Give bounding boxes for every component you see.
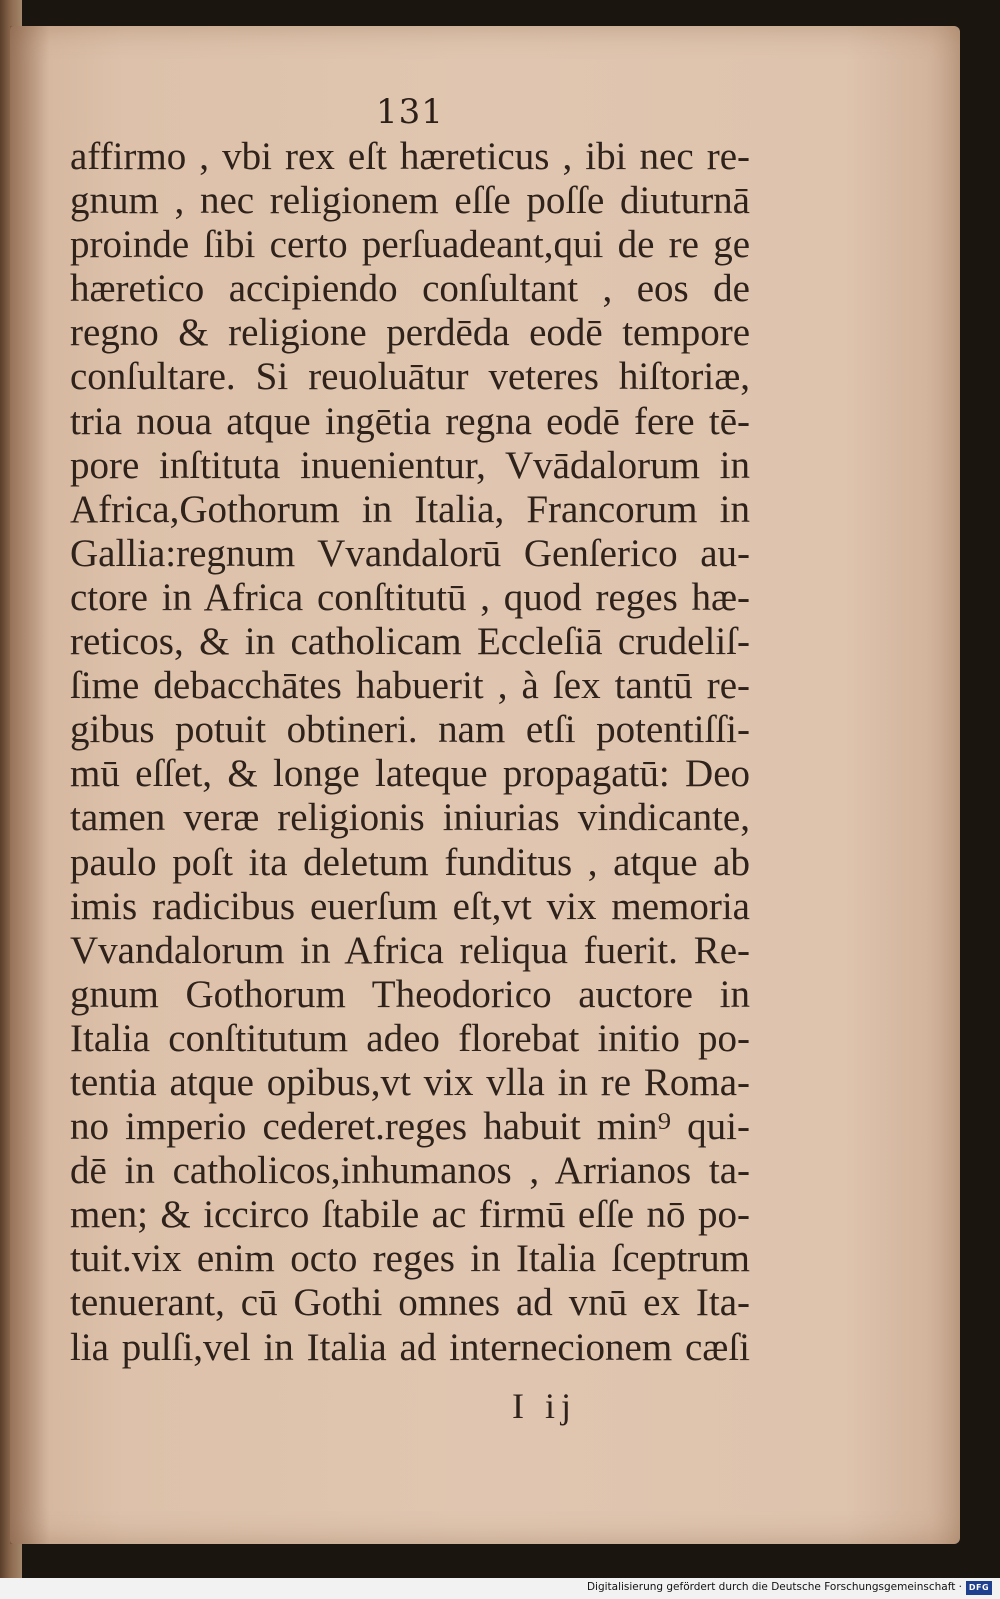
text-line: Vvandalorum in Africa reliqua fuerit. Re- [70,928,750,972]
text-line: paulo poſt ita deletum funditus , atque ab [70,840,750,884]
text-line: mū eſſet, & longe lateque propagatū: Deo [70,752,750,796]
text-line: tuit.vix enim octo reges in Italia ſceptrum [70,1237,750,1281]
text-line: ctore in Africa conſtitutū , quod reges hæ- [70,575,750,619]
text-line: tria noua atque ingētia regna eodē fere tē- [70,399,750,443]
page-gutter-shadow [10,26,50,1544]
text-line: dē in catholicos,inhumanos , Arrianos ta- [70,1149,750,1193]
text-line: hæretico accipiendo conſultant , eos de [70,267,750,311]
digitization-credit: Digitalisierung gefördert durch die Deutsche Forschungsgemeinschaft · [586,1581,962,1593]
text-line: tentia atque opibus,vt vix vlla in re Roma- [70,1060,750,1104]
text-line: lia pulſi,vel in Italia ad internecionem cæſi [70,1325,750,1369]
text-line: tenuerant, cū Gothi omnes ad vnū ex Ita- [70,1281,750,1325]
text-line: reticos, & in catholicam Eccleſiā crudeliſ- [70,620,750,664]
text-line: affirmo , vbi rex eſt hæreticus , ibi nec re- [70,135,750,178]
text-line: no imperio cederet.reges habuit min⁹ qui- [70,1105,750,1149]
text-line: Africa,Gothorum in Italia, Francorum in [70,487,750,531]
text-line: men; & iccirco ſtabile ac firmū eſſe nō po- [70,1193,750,1237]
text-line: regno & religione perdēda eodē tempore [70,311,750,355]
signature-mark: I ij [512,1386,577,1426]
page-number: 131 [376,92,444,132]
text-line: conſultare. Si reuoluātur veteres hiſtoriæ, [70,355,750,399]
dfg-logo-icon: DFG [966,1581,992,1595]
text-line: gnum Gothorum Theodorico auctore in [70,972,750,1016]
page-text-block [70,135,750,1370]
text-line: proinde ſibi certo perſuadeant,qui de re ge [70,223,750,267]
text-line: imis radicibus euerſum eſt,vt vix memoria [70,884,750,928]
text-line: gnum , nec religionem eſſe poſſe diuturnā [70,179,750,223]
text-line: pore inſtituta inuenientur, Vvādalorum in [70,443,750,487]
text-line: gibus potuit obtineri. nam etſi potentiſſi- [70,708,750,752]
text-line: Italia conſtitutum adeo florebat initio po- [70,1016,750,1060]
text-line: ſime debacchātes habuerit , à ſex tantū re- [70,664,750,708]
text-line: Gallia:regnum Vvandalorū Genſerico au- [70,531,750,575]
text-line: tamen veræ religionis iniurias vindicante, [70,796,750,840]
